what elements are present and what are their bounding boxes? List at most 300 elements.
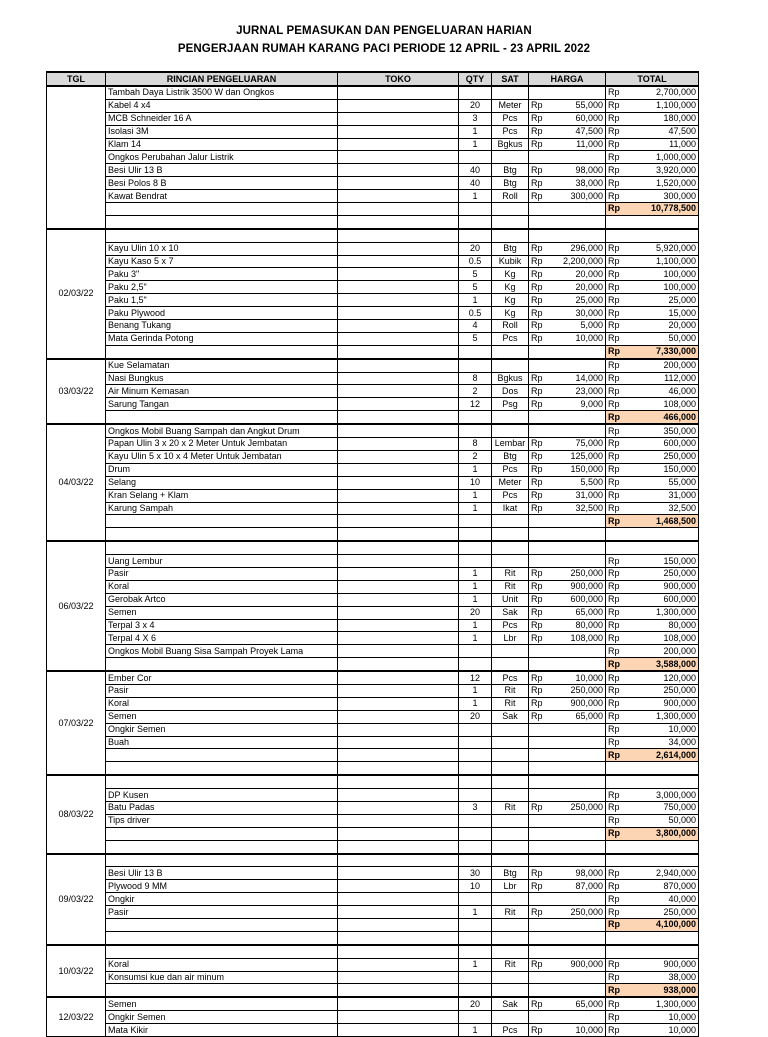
harga-cell: 2,200,000 <box>545 255 606 268</box>
qty-cell <box>459 658 492 671</box>
desc-cell: Koral <box>106 697 338 710</box>
table-row <box>47 125 699 138</box>
qty-cell: 4 <box>459 320 492 333</box>
desc-cell: Kabel 4 x4 <box>106 99 338 112</box>
sat-cell: Pcs <box>492 619 529 632</box>
total-currency: Rp <box>606 997 622 1010</box>
date-cell: 09/03/22 <box>47 854 106 945</box>
sat-cell: Pcs <box>492 332 529 345</box>
harga-currency: Rp <box>529 997 545 1010</box>
sat-cell <box>492 827 529 840</box>
date-cell: 12/03/22 <box>47 997 106 1036</box>
qty-cell: 1 <box>459 580 492 593</box>
sat-cell <box>492 814 529 827</box>
sat-cell: Meter <box>492 99 529 112</box>
total-cell: 5,920,000 <box>622 242 699 255</box>
harga-cell: 9,000 <box>545 398 606 411</box>
sat-cell <box>492 840 529 853</box>
total-currency <box>606 854 622 867</box>
sat-cell: Lbr <box>492 632 529 645</box>
harga-cell <box>545 827 606 840</box>
desc-cell: Semen <box>106 997 338 1010</box>
desc-cell: Pasir <box>106 684 338 697</box>
table-row <box>47 450 699 463</box>
subtotal-currency: Rp <box>606 203 622 216</box>
harga-cell: 75,000 <box>545 438 606 451</box>
sat-cell: Kg <box>492 307 529 320</box>
desc-cell: Mata Gerinda Potong <box>106 332 338 345</box>
toko-cell <box>338 489 459 502</box>
harga-currency <box>529 723 545 736</box>
desc-cell: Ongkir Semen <box>106 1011 338 1024</box>
desc-cell <box>106 345 338 358</box>
desc-cell: DP Kusen <box>106 789 338 802</box>
total-currency: Rp <box>606 255 622 268</box>
harga-currency: Rp <box>529 99 545 112</box>
total-cell: 10,000 <box>622 723 699 736</box>
document-subtitle: PENGERJAAN RUMAH KARANG PACI PERIODE 12 APRIL - 23 APRIL 2022 <box>177 43 591 55</box>
table-row <box>47 385 699 398</box>
toko-cell <box>338 125 459 138</box>
header-toko: TOKO <box>338 72 459 86</box>
desc-cell: Terpal 4 X 6 <box>106 632 338 645</box>
subtotal-currency: Rp <box>606 658 622 671</box>
harga-currency: Rp <box>529 332 545 345</box>
harga-currency: Rp <box>529 438 545 451</box>
total-cell: 900,000 <box>622 958 699 971</box>
total-currency <box>606 775 622 788</box>
subtotal-value: 2,614,000 <box>622 749 699 762</box>
harga-cell <box>545 203 606 216</box>
date-cell: 04/03/22 <box>47 424 106 541</box>
date-cell: 08/03/22 <box>47 775 106 853</box>
toko-cell <box>338 203 459 216</box>
sat-cell: Kubik <box>492 255 529 268</box>
sat-cell: Btg <box>492 450 529 463</box>
harga-currency <box>529 854 545 867</box>
harga-currency <box>529 840 545 853</box>
qty-cell: 1 <box>459 619 492 632</box>
total-currency: Rp <box>606 332 622 345</box>
harga-cell <box>545 971 606 984</box>
total-cell: 600,000 <box>622 593 699 606</box>
sat-cell: Pcs <box>492 463 529 476</box>
table-row <box>47 567 699 580</box>
qty-cell <box>459 775 492 788</box>
table-row <box>47 424 699 437</box>
harga-cell: 60,000 <box>545 112 606 125</box>
toko-cell <box>338 606 459 619</box>
subtotal-currency: Rp <box>606 345 622 358</box>
subtotal-row <box>47 203 699 216</box>
qty-cell <box>459 893 492 906</box>
sat-cell: Rit <box>492 906 529 919</box>
sat-cell <box>492 215 529 228</box>
harga-cell <box>545 345 606 358</box>
table-row <box>47 867 699 880</box>
qty-cell: 40 <box>459 164 492 177</box>
toko-cell <box>338 229 459 242</box>
toko-cell <box>338 931 459 944</box>
desc-cell: Ongkos Mobil Buang Sampah dan Angkut Drum <box>106 424 338 437</box>
desc-cell: Pasir <box>106 906 338 919</box>
toko-cell <box>338 893 459 906</box>
total-currency: Rp <box>606 177 622 190</box>
table-row <box>47 893 699 906</box>
table-row <box>47 880 699 893</box>
harga-cell <box>545 645 606 658</box>
toko-cell <box>338 242 459 255</box>
harga-currency <box>529 151 545 164</box>
toko-cell <box>338 555 459 568</box>
desc-cell: Kran Selang + Klam <box>106 489 338 502</box>
sat-cell <box>492 984 529 997</box>
harga-currency: Rp <box>529 463 545 476</box>
harga-currency <box>529 931 545 944</box>
desc-cell: Ember Cor <box>106 671 338 684</box>
total-cell: 150,000 <box>622 463 699 476</box>
toko-cell <box>338 177 459 190</box>
toko-cell <box>338 814 459 827</box>
total-cell: 3,000,000 <box>622 789 699 802</box>
toko-cell <box>338 281 459 294</box>
table-row <box>47 359 699 372</box>
harga-cell <box>545 814 606 827</box>
harga-currency <box>529 411 545 424</box>
table-row <box>47 580 699 593</box>
harga-currency: Rp <box>529 502 545 515</box>
sat-cell: Pcs <box>492 489 529 502</box>
subtotal-value: 1,468,500 <box>622 515 699 528</box>
toko-cell <box>338 945 459 958</box>
total-currency: Rp <box>606 99 622 112</box>
date-cell: 02/03/22 <box>47 229 106 359</box>
desc-cell <box>106 775 338 788</box>
blank-row <box>47 528 699 541</box>
total-cell <box>622 945 699 958</box>
sat-cell: Pcs <box>492 112 529 125</box>
sat-cell <box>492 971 529 984</box>
qty-cell: 2 <box>459 450 492 463</box>
sat-cell <box>492 893 529 906</box>
qty-cell: 1 <box>459 593 492 606</box>
harga-cell <box>545 541 606 554</box>
harga-currency <box>529 86 545 99</box>
harga-currency: Rp <box>529 307 545 320</box>
harga-currency <box>529 945 545 958</box>
total-cell: 1,300,000 <box>622 710 699 723</box>
qty-cell: 20 <box>459 242 492 255</box>
total-currency: Rp <box>606 893 622 906</box>
sat-cell <box>492 555 529 568</box>
qty-cell <box>459 762 492 775</box>
sat-cell: Rit <box>492 580 529 593</box>
toko-cell <box>338 476 459 489</box>
total-currency: Rp <box>606 463 622 476</box>
desc-cell: Kayu Ulin 10 x 10 <box>106 242 338 255</box>
table-row <box>47 138 699 151</box>
total-cell: 1,100,000 <box>622 99 699 112</box>
toko-cell <box>338 971 459 984</box>
harga-cell: 10,000 <box>545 1024 606 1037</box>
desc-cell: Ongkos Perubahan Jalur Listrik <box>106 151 338 164</box>
qty-cell: 10 <box>459 880 492 893</box>
desc-cell <box>106 945 338 958</box>
total-cell: 11,000 <box>622 138 699 151</box>
total-cell: 108,000 <box>622 632 699 645</box>
harga-cell <box>545 931 606 944</box>
sat-cell <box>492 749 529 762</box>
harga-cell: 900,000 <box>545 958 606 971</box>
total-currency: Rp <box>606 320 622 333</box>
toko-cell <box>338 632 459 645</box>
total-cell: 300,000 <box>622 190 699 203</box>
qty-cell: 40 <box>459 177 492 190</box>
harga-currency <box>529 203 545 216</box>
total-cell: 1,000,000 <box>622 151 699 164</box>
total-currency: Rp <box>606 164 622 177</box>
toko-cell <box>338 867 459 880</box>
table-row <box>47 1024 699 1037</box>
harga-currency <box>529 229 545 242</box>
table-row <box>47 789 699 802</box>
date-cell <box>47 86 106 229</box>
harga-cell <box>545 229 606 242</box>
toko-cell <box>338 801 459 814</box>
harga-currency: Rp <box>529 619 545 632</box>
toko-cell <box>338 880 459 893</box>
toko-cell <box>338 359 459 372</box>
qty-cell <box>459 229 492 242</box>
toko-cell <box>338 854 459 867</box>
harga-currency <box>529 749 545 762</box>
harga-currency <box>529 814 545 827</box>
harga-currency: Rp <box>529 125 545 138</box>
qty-cell <box>459 984 492 997</box>
desc-cell <box>106 203 338 216</box>
harga-cell: 10,000 <box>545 332 606 345</box>
blank-row <box>47 775 699 788</box>
toko-cell <box>338 138 459 151</box>
total-cell: 870,000 <box>622 880 699 893</box>
harga-currency: Rp <box>529 294 545 307</box>
total-cell: 100,000 <box>622 281 699 294</box>
sat-cell: Kg <box>492 294 529 307</box>
toko-cell <box>338 958 459 971</box>
total-currency: Rp <box>606 555 622 568</box>
qty-cell: 20 <box>459 606 492 619</box>
harga-cell: 5,500 <box>545 476 606 489</box>
harga-currency: Rp <box>529 606 545 619</box>
subtotal-currency: Rp <box>606 984 622 997</box>
desc-cell: Semen <box>106 710 338 723</box>
qty-cell: 1 <box>459 958 492 971</box>
qty-cell <box>459 854 492 867</box>
sat-cell: Btg <box>492 164 529 177</box>
total-cell: 34,000 <box>622 736 699 749</box>
total-cell <box>622 215 699 228</box>
header-harga: HARGA <box>529 72 606 86</box>
total-cell: 55,000 <box>622 476 699 489</box>
header-rincian: RINCIAN PENGELUARAN <box>106 72 338 86</box>
total-currency <box>606 945 622 958</box>
sat-cell <box>492 411 529 424</box>
toko-cell <box>338 151 459 164</box>
sat-cell <box>492 229 529 242</box>
desc-cell: Kayu Kaso 5 x 7 <box>106 255 338 268</box>
harga-currency <box>529 515 545 528</box>
harga-cell: 20,000 <box>545 281 606 294</box>
total-cell: 32,500 <box>622 502 699 515</box>
desc-cell: Sarung Tangan <box>106 398 338 411</box>
sat-cell <box>492 931 529 944</box>
harga-currency: Rp <box>529 164 545 177</box>
total-currency: Rp <box>606 112 622 125</box>
harga-cell <box>545 528 606 541</box>
desc-cell <box>106 984 338 997</box>
table-row <box>47 1011 699 1024</box>
desc-cell <box>106 658 338 671</box>
subtotal-value: 7,330,000 <box>622 345 699 358</box>
total-cell: 10,000 <box>622 1011 699 1024</box>
harga-currency: Rp <box>529 880 545 893</box>
total-currency: Rp <box>606 138 622 151</box>
qty-cell <box>459 541 492 554</box>
sat-cell: Rit <box>492 567 529 580</box>
toko-cell <box>338 919 459 932</box>
blank-row <box>47 215 699 228</box>
harga-cell: 65,000 <box>545 710 606 723</box>
harga-cell: 5,000 <box>545 320 606 333</box>
subtotal-row <box>47 658 699 671</box>
table-row <box>47 958 699 971</box>
sat-cell <box>492 528 529 541</box>
harga-cell <box>545 555 606 568</box>
qty-cell <box>459 359 492 372</box>
total-cell: 47,500 <box>622 125 699 138</box>
date-cell: 06/03/22 <box>47 541 106 671</box>
total-cell <box>622 528 699 541</box>
qty-cell <box>459 945 492 958</box>
total-cell: 250,000 <box>622 906 699 919</box>
harga-cell <box>545 515 606 528</box>
table-row <box>47 255 699 268</box>
toko-cell <box>338 710 459 723</box>
toko-cell <box>338 268 459 281</box>
desc-cell: Besi Polos 8 B <box>106 177 338 190</box>
harga-currency: Rp <box>529 268 545 281</box>
harga-cell: 125,000 <box>545 450 606 463</box>
total-cell: 200,000 <box>622 645 699 658</box>
qty-cell: 1 <box>459 489 492 502</box>
qty-cell <box>459 215 492 228</box>
qty-cell: 20 <box>459 99 492 112</box>
qty-cell: 30 <box>459 867 492 880</box>
desc-cell: Semen <box>106 606 338 619</box>
toko-cell <box>338 684 459 697</box>
harga-currency: Rp <box>529 190 545 203</box>
sat-cell: Psg <box>492 398 529 411</box>
qty-cell: 1 <box>459 697 492 710</box>
total-currency: Rp <box>606 294 622 307</box>
sat-cell <box>492 515 529 528</box>
harga-currency: Rp <box>529 906 545 919</box>
harga-cell <box>545 723 606 736</box>
harga-cell <box>545 854 606 867</box>
blank-row <box>47 931 699 944</box>
sat-cell <box>492 151 529 164</box>
total-currency: Rp <box>606 723 622 736</box>
harga-cell: 250,000 <box>545 801 606 814</box>
total-currency: Rp <box>606 476 622 489</box>
subtotal-currency: Rp <box>606 749 622 762</box>
toko-cell <box>338 736 459 749</box>
qty-cell: 1 <box>459 463 492 476</box>
sat-cell <box>492 723 529 736</box>
harga-cell: 250,000 <box>545 906 606 919</box>
desc-cell: Terpal 3 x 4 <box>106 619 338 632</box>
harga-cell <box>545 749 606 762</box>
sat-cell: Pcs <box>492 1024 529 1037</box>
sat-cell: Lembar <box>492 438 529 451</box>
desc-cell: MCB Schneider 16 A <box>106 112 338 125</box>
total-currency: Rp <box>606 619 622 632</box>
qty-cell <box>459 789 492 802</box>
toko-cell <box>338 463 459 476</box>
total-cell: 2,700,000 <box>622 86 699 99</box>
desc-cell <box>106 515 338 528</box>
total-currency: Rp <box>606 268 622 281</box>
qty-cell <box>459 645 492 658</box>
harga-cell <box>545 893 606 906</box>
qty-cell: 1 <box>459 125 492 138</box>
qty-cell <box>459 971 492 984</box>
date-cell: 07/03/22 <box>47 671 106 775</box>
harga-currency: Rp <box>529 242 545 255</box>
harga-currency <box>529 919 545 932</box>
harga-cell: 11,000 <box>545 138 606 151</box>
harga-currency <box>529 984 545 997</box>
toko-cell <box>338 619 459 632</box>
qty-cell: 20 <box>459 997 492 1010</box>
subtotal-row <box>47 515 699 528</box>
table-row <box>47 632 699 645</box>
total-currency: Rp <box>606 632 622 645</box>
qty-cell <box>459 203 492 216</box>
total-currency <box>606 215 622 228</box>
sat-cell: Roll <box>492 190 529 203</box>
harga-cell <box>545 984 606 997</box>
harga-cell <box>545 762 606 775</box>
qty-cell <box>459 515 492 528</box>
harga-cell: 80,000 <box>545 619 606 632</box>
toko-cell <box>338 723 459 736</box>
harga-currency <box>529 345 545 358</box>
harga-cell: 65,000 <box>545 997 606 1010</box>
desc-cell <box>106 229 338 242</box>
harga-cell: 47,500 <box>545 125 606 138</box>
qty-cell: 5 <box>459 268 492 281</box>
total-cell: 100,000 <box>622 268 699 281</box>
desc-cell: Tips driver <box>106 814 338 827</box>
total-currency: Rp <box>606 307 622 320</box>
sat-cell <box>492 945 529 958</box>
qty-cell <box>459 827 492 840</box>
desc-cell <box>106 215 338 228</box>
total-currency: Rp <box>606 281 622 294</box>
total-currency <box>606 840 622 853</box>
harga-cell <box>545 1011 606 1024</box>
